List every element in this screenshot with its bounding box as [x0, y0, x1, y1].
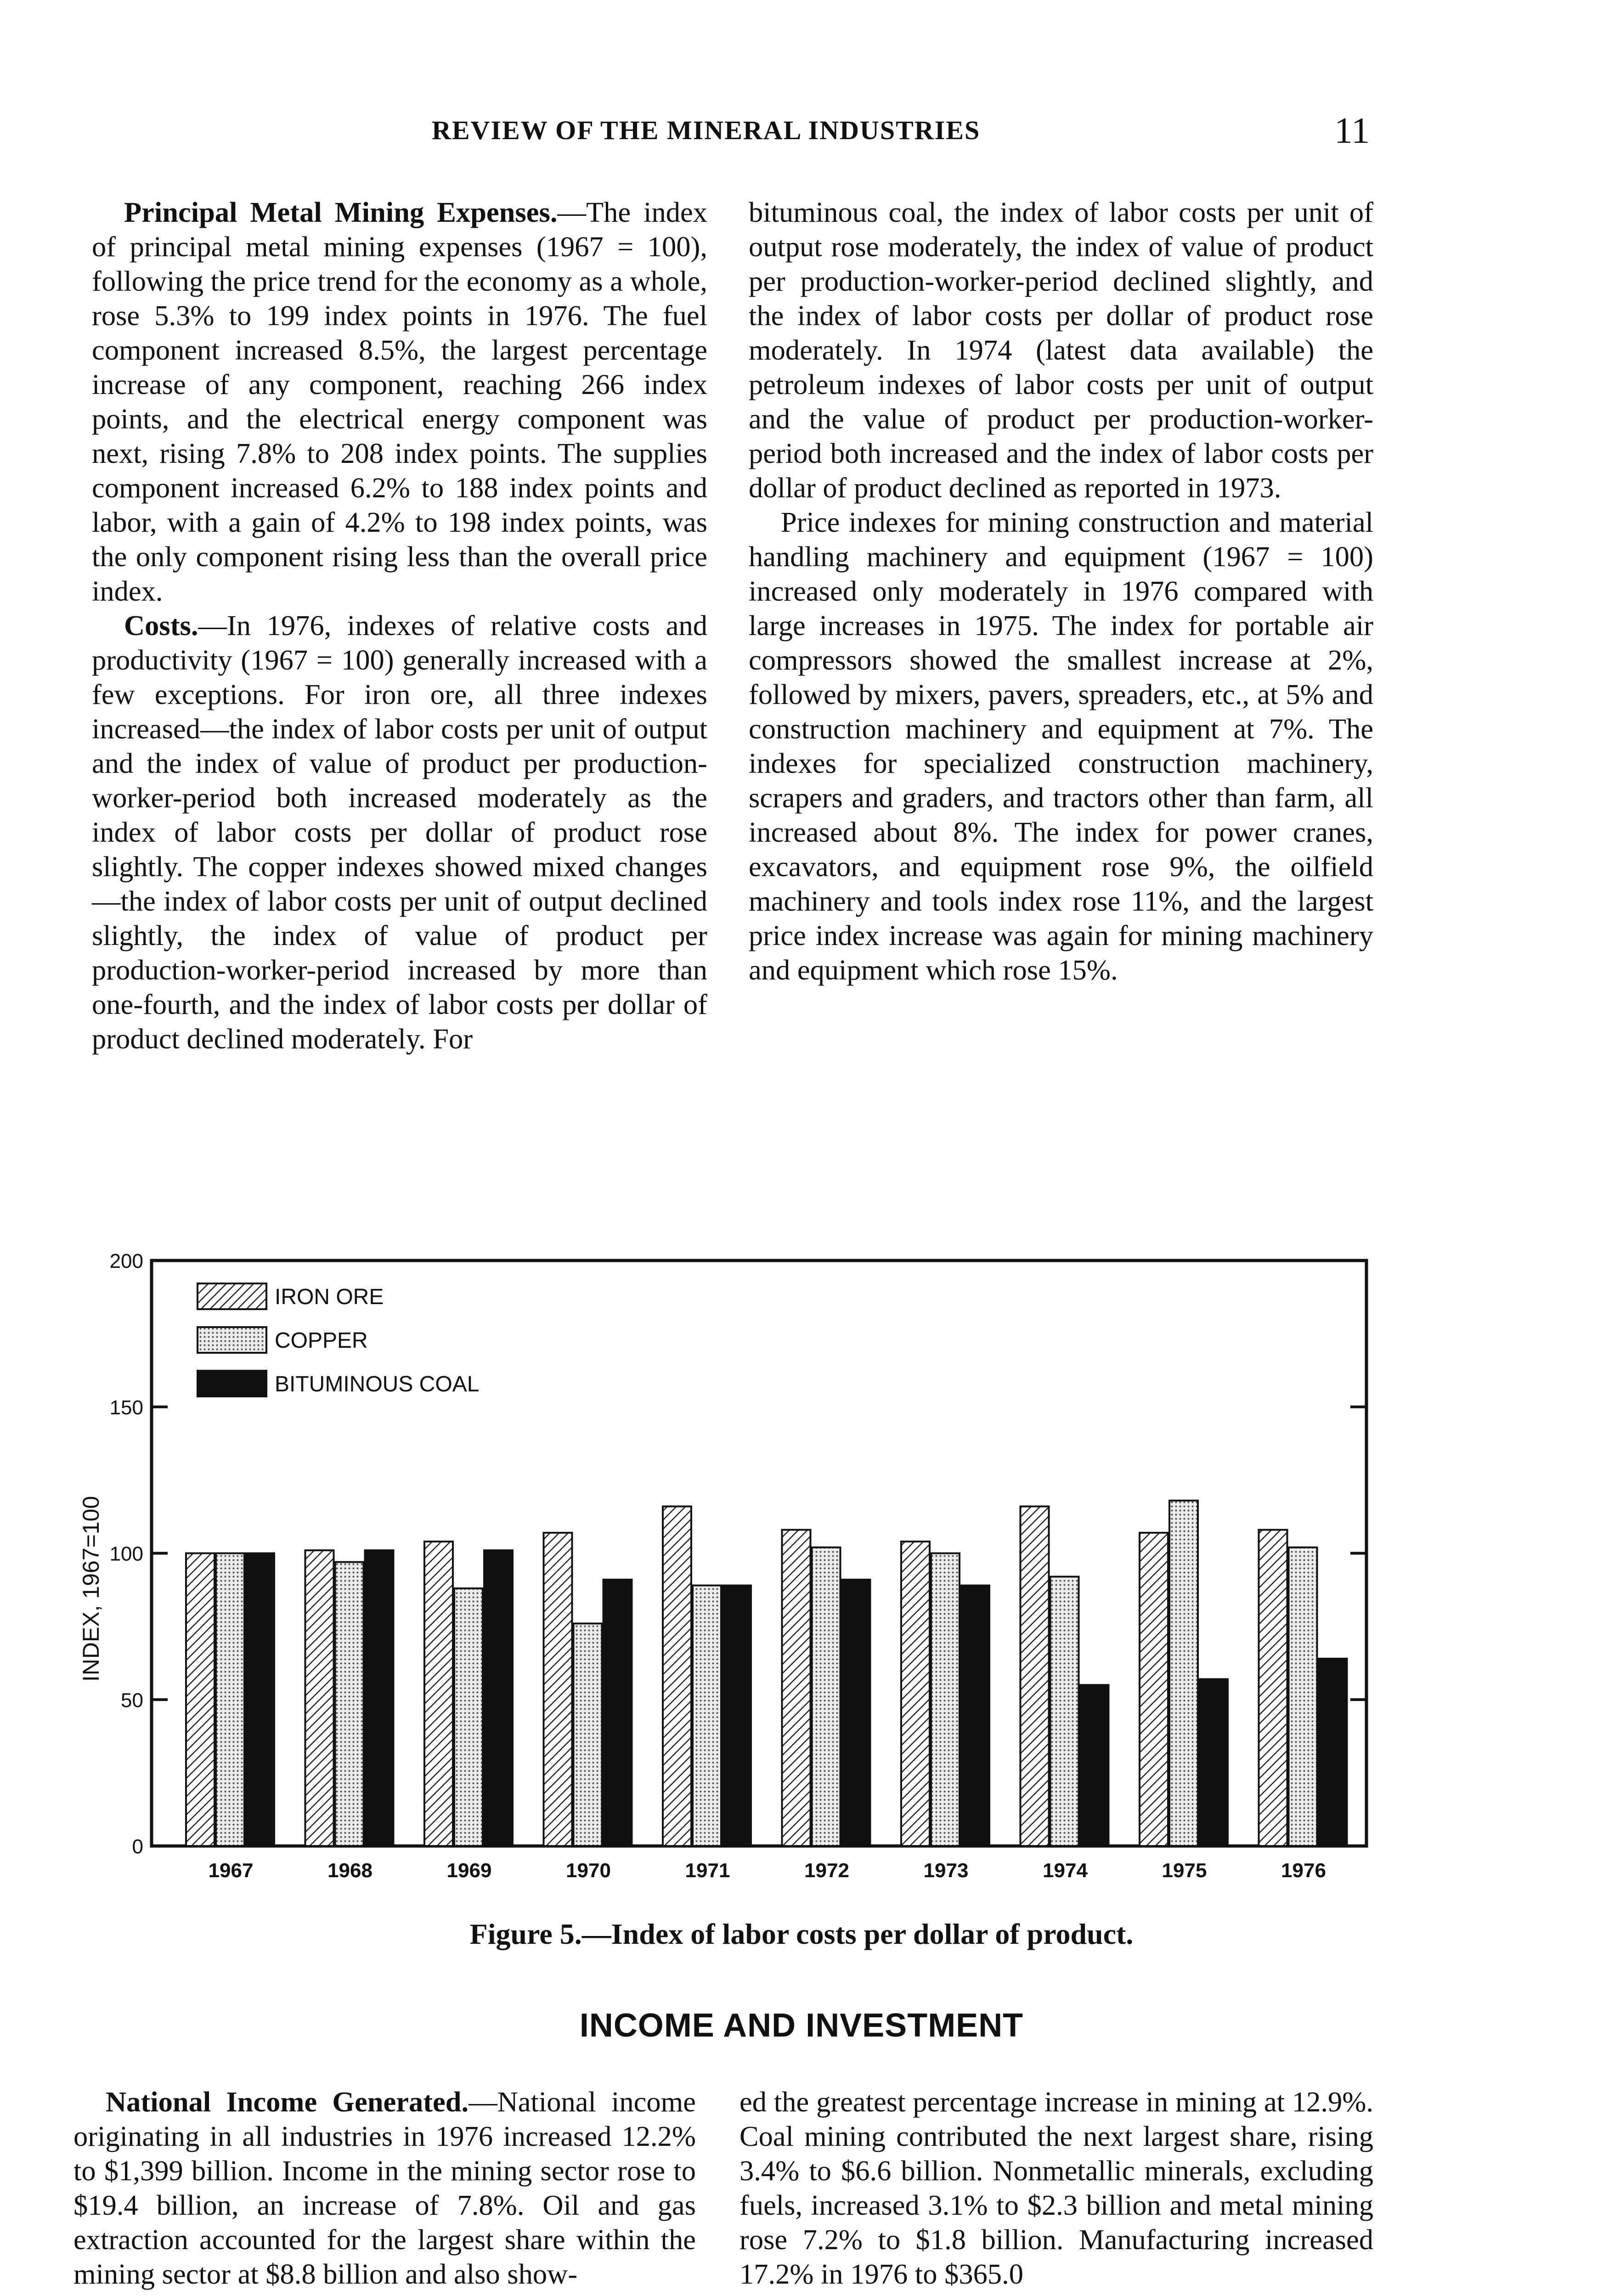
x-tick-label: 1972 — [804, 1859, 849, 1882]
legend-swatch — [198, 1283, 266, 1309]
right-column-bottom — [739, 2085, 1373, 2291]
paragraph-costs — [92, 608, 707, 1056]
legend-swatch — [198, 1327, 266, 1353]
national-income-text-left: —National income originating in all industries in 1976 increased 12.2% to $1,399 billion. Income in the mining sector rose to $19.4 billion, an increase of 7.8%. Oil and gas extraction accounted for the largest share within the mining sector at $8.8 billion and also show- — [73, 2086, 696, 2290]
bar-copper-1970 — [574, 1624, 602, 1846]
paragraph-price-indexes: Price indexes for mining construction and material handling machinery and equipment (1967 = 100) increased only moderately in 1976 compared with large increases in 1975. The index for portable air compressors showed the smallest increase at 2%, followed by mixers, pavers, spreaders, etc., at 5% and construction machinery and equipment at 7%. The indexes for specialized construction machinery, scrapers and graders, and tractors other than farm, all increased about 8%. The index for power cranes, excavators, and equipment rose 9%, the oilfield machinery and tools index rose 11%, and the largest price index increase was again for mining machinery and equipment which rose 15%. — [749, 506, 1373, 986]
bar-copper-1971 — [693, 1586, 721, 1846]
bar-group — [186, 1501, 1347, 1846]
legend-label: COPPER — [275, 1328, 368, 1353]
x-tick-label: 1968 — [327, 1859, 373, 1882]
bar-iron-ore-1974 — [1021, 1507, 1049, 1846]
bar-bituminous-coal-1974 — [1080, 1685, 1109, 1846]
paragraph-costs-continued: bituminous coal, the index of labor costs per unit of output rose moderately, the index of value of product per production-worker-period declined slightly, and the index of labor costs per dollar of product rose moderately. In 1974 (latest data available) the petroleum indexes of labor costs per unit of output and the value of product per production-worker-period both increased and the index of labor costs per dollar of product declined as reported in 1973. — [749, 196, 1373, 504]
paragraph-metal-mining-expenses — [92, 195, 707, 608]
bar-copper-1967 — [216, 1553, 244, 1846]
x-tick-label: 1976 — [1281, 1859, 1326, 1882]
running-head: REVIEW OF THE MINERAL INDUSTRIES — [432, 115, 981, 145]
costs-text-left: —In 1976, indexes of relative costs and productivity (1967 = 100) generally increased with a few exceptions. For iron ore, all three indexes increased—the index of labor costs per unit of output and the index of value of product per production-worker-period both increased moderately as the index of labor costs per dollar of product rose slightly. The copper indexes showed mixed changes—the index of labor costs per unit of output declined slightly, the index of value of product per production-worker-period increased by more than one-fourth, and the index of labor costs per dollar of product declined moderately. For — [92, 609, 707, 1055]
x-tick-label: 1970 — [566, 1859, 611, 1882]
right-column-top — [749, 195, 1373, 987]
figure-caption: Figure 5.—Index of labor costs per dollar of product. — [469, 1918, 1134, 1950]
x-tick-label: 1974 — [1043, 1859, 1088, 1882]
left-column-bottom — [73, 2085, 696, 2291]
bar-copper-1969 — [454, 1588, 483, 1846]
legend-swatch — [198, 1371, 266, 1396]
paragraph-national-income-continued: ed the greatest percentage increase in mining at 12.9%. Coal mining contributed the next largest share, rising 3.4% to $6.6 billion. Nonmetallic minerals, excluding fuels, increased 3.1% to $2.3 billion and metal mining rose 7.2% to $1.8 billion. Manufacturing increased 17.2% in 1976 to $365.0 — [739, 2086, 1373, 2290]
y-tick-label: 50 — [121, 1689, 143, 1712]
y-axis-label: INDEX, 1967=100 — [78, 1496, 104, 1682]
x-tick-label: 1975 — [1162, 1859, 1207, 1882]
bar-bituminous-coal-1973 — [961, 1586, 989, 1846]
x-tick-label: 1971 — [685, 1859, 730, 1882]
bar-iron-ore-1967 — [186, 1553, 214, 1846]
chart-frame — [152, 1261, 1366, 1846]
runin-heading-costs: Costs. — [124, 609, 198, 642]
bar-iron-ore-1971 — [663, 1507, 691, 1846]
y-tick-label: 100 — [109, 1542, 143, 1565]
bar-copper-1968 — [335, 1562, 364, 1846]
bar-bituminous-coal-1968 — [365, 1550, 394, 1846]
bar-iron-ore-1969 — [424, 1542, 453, 1846]
legend-label: BITUMINOUS COAL — [275, 1372, 480, 1396]
bar-iron-ore-1973 — [901, 1542, 930, 1846]
bar-bituminous-coal-1970 — [604, 1580, 632, 1846]
runin-heading-national-income: National Income Generated. — [106, 2086, 469, 2118]
legend-label: IRON ORE — [275, 1285, 384, 1309]
left-column-top — [92, 195, 707, 1056]
bar-iron-ore-1976 — [1259, 1530, 1287, 1846]
x-tick-label: 1967 — [208, 1859, 254, 1882]
bar-iron-ore-1970 — [544, 1533, 572, 1846]
page-header — [0, 106, 1603, 161]
bar-copper-1976 — [1289, 1548, 1317, 1846]
bar-bituminous-coal-1975 — [1199, 1679, 1228, 1846]
y-tick-label: 200 — [109, 1250, 143, 1272]
x-axis — [209, 1859, 1326, 1882]
bar-copper-1972 — [812, 1548, 841, 1846]
y-tick-label: 0 — [132, 1835, 143, 1858]
bar-iron-ore-1975 — [1140, 1533, 1168, 1846]
bar-bituminous-coal-1971 — [722, 1586, 751, 1846]
paragraph-national-income — [73, 2085, 696, 2291]
bar-copper-1973 — [931, 1553, 960, 1846]
runin-heading-metal-mining: Principal Metal Mining Expenses. — [124, 196, 558, 228]
bar-bituminous-coal-1976 — [1319, 1659, 1347, 1846]
y-axis — [110, 1250, 1366, 1858]
page-number: 11 — [1334, 111, 1370, 151]
bar-bituminous-coal-1969 — [484, 1550, 513, 1846]
bar-bituminous-coal-1967 — [246, 1553, 274, 1846]
bar-copper-1974 — [1050, 1577, 1079, 1846]
metal-mining-text: —The index of principal metal mining expenses (1967 = 100), following the price trend for the economy as a whole, rose 5.3% to 199 index points in 1976. The fuel component increased 8.5%, the largest percentage increase of any component, reaching 266 index points, and the electrical energy component was next, rising 7.8% to 208 index points. The supplies component increased 6.2% to 188 index points and labor, with a gain of 4.2% to 198 index points, was the only component rising less than the overall price index. — [92, 196, 707, 607]
bar-iron-ore-1968 — [305, 1550, 334, 1846]
x-tick-label: 1973 — [923, 1859, 969, 1882]
chart-legend — [198, 1283, 479, 1396]
section-heading: INCOME AND INVESTMENT — [579, 2007, 1024, 2044]
bar-iron-ore-1972 — [782, 1530, 811, 1846]
y-tick-label: 150 — [109, 1396, 143, 1419]
bar-bituminous-coal-1972 — [842, 1580, 870, 1846]
x-tick-label: 1969 — [446, 1859, 492, 1882]
bar-copper-1975 — [1169, 1501, 1198, 1846]
